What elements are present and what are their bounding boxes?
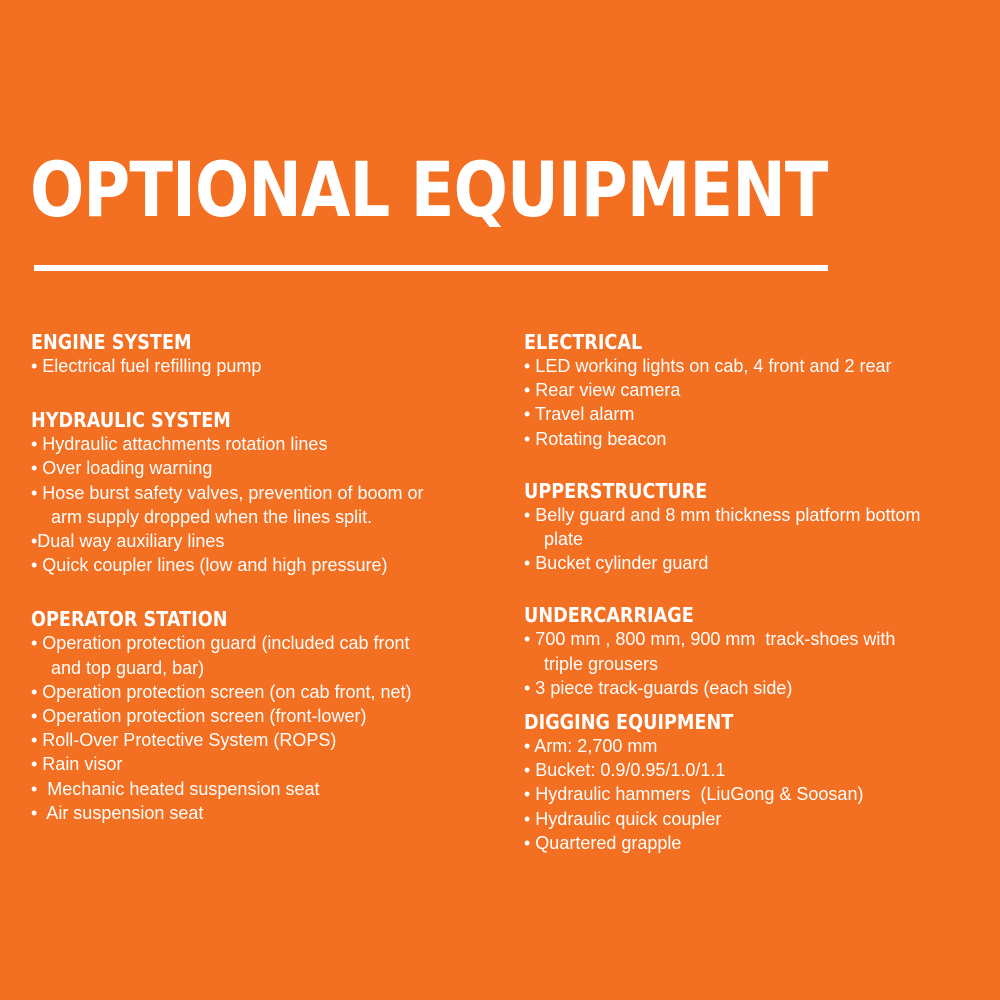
list-item: • 700 mm , 800 mm, 900 mm track-shoes with bbox=[524, 629, 896, 650]
list-item: arm supply dropped when the lines split. bbox=[31, 506, 373, 527]
list-item: plate bbox=[524, 529, 584, 550]
list-item: • Bucket cylinder guard bbox=[524, 553, 709, 574]
list-item: • Belly guard and 8 mm thickness platform bottom bbox=[524, 504, 921, 525]
section-heading: UNDERCARRIAGE bbox=[524, 603, 694, 628]
title-underline bbox=[34, 265, 828, 271]
list-item: •Dual way auxiliary lines bbox=[31, 531, 225, 552]
section-heading: OPERATOR STATION bbox=[31, 607, 228, 632]
list-item: • Travel alarm bbox=[524, 404, 635, 425]
list-item: • Hydraulic attachments rotation lines bbox=[31, 434, 328, 455]
list-item: • Hose burst safety valves, prevention of boom or bbox=[31, 482, 424, 503]
list-item: • Hydraulic quick coupler bbox=[524, 808, 722, 829]
list-item: • Mechanic heated suspension seat bbox=[31, 778, 320, 799]
list-item: • Roll-Over Protective System (ROPS) bbox=[31, 730, 337, 751]
list-item: • Over loading warning bbox=[31, 458, 213, 479]
section-hydraulic-system bbox=[31, 408, 501, 577]
section-undercarriage bbox=[524, 603, 994, 700]
right-column bbox=[524, 330, 994, 855]
section-engine-system bbox=[31, 330, 501, 378]
item-list bbox=[524, 734, 994, 855]
list-item: • Rear view camera bbox=[524, 380, 681, 401]
list-item: • LED working lights on cab, 4 front and 2 rear bbox=[524, 356, 892, 376]
list-item: • Operation protection guard (included cab front bbox=[31, 633, 410, 654]
left-column bbox=[31, 330, 501, 825]
list-item: • Rotating beacon bbox=[524, 428, 667, 449]
list-item: • 3 piece track-guards (each side) bbox=[524, 677, 793, 698]
item-list bbox=[31, 432, 501, 577]
list-item: • Arm: 2,700 mm bbox=[524, 736, 658, 757]
section-heading: ENGINE SYSTEM bbox=[31, 330, 192, 354]
section-heading: UPPERSTRUCTURE bbox=[524, 478, 708, 503]
section-operator-station bbox=[31, 607, 501, 825]
section-electrical bbox=[524, 330, 994, 451]
list-item: • Quartered grapple bbox=[524, 832, 682, 853]
list-item: • Operation protection screen (on cab front, net) bbox=[31, 681, 412, 702]
section-upperstructure bbox=[524, 479, 994, 576]
section-heading: HYDRAULIC SYSTEM bbox=[31, 408, 231, 433]
list-item: and top guard, bar) bbox=[31, 657, 205, 678]
list-item: • Air suspension seat bbox=[31, 802, 204, 823]
list-item: • Electrical fuel refilling pump bbox=[31, 356, 262, 376]
list-item: triple grousers bbox=[524, 653, 659, 674]
section-heading: DIGGING EQUIPMENT bbox=[524, 710, 734, 735]
section-heading: ELECTRICAL bbox=[524, 330, 643, 354]
item-list bbox=[524, 354, 994, 451]
item-list bbox=[524, 503, 994, 576]
list-item: • Rain visor bbox=[31, 754, 123, 775]
list-item: • Hydraulic hammers (LiuGong & Soosan) bbox=[524, 784, 864, 805]
page-title: OPTIONAL EQUIPMENT bbox=[30, 145, 828, 234]
list-item: • Quick coupler lines (low and high pressure) bbox=[31, 555, 388, 576]
list-item: • Operation protection screen (front-lower) bbox=[31, 706, 367, 727]
item-list bbox=[31, 631, 501, 825]
item-list bbox=[31, 354, 501, 378]
section-digging-equipment bbox=[524, 710, 994, 855]
list-item: • Bucket: 0.9/0.95/1.0/1.1 bbox=[524, 760, 726, 781]
item-list bbox=[524, 627, 994, 700]
